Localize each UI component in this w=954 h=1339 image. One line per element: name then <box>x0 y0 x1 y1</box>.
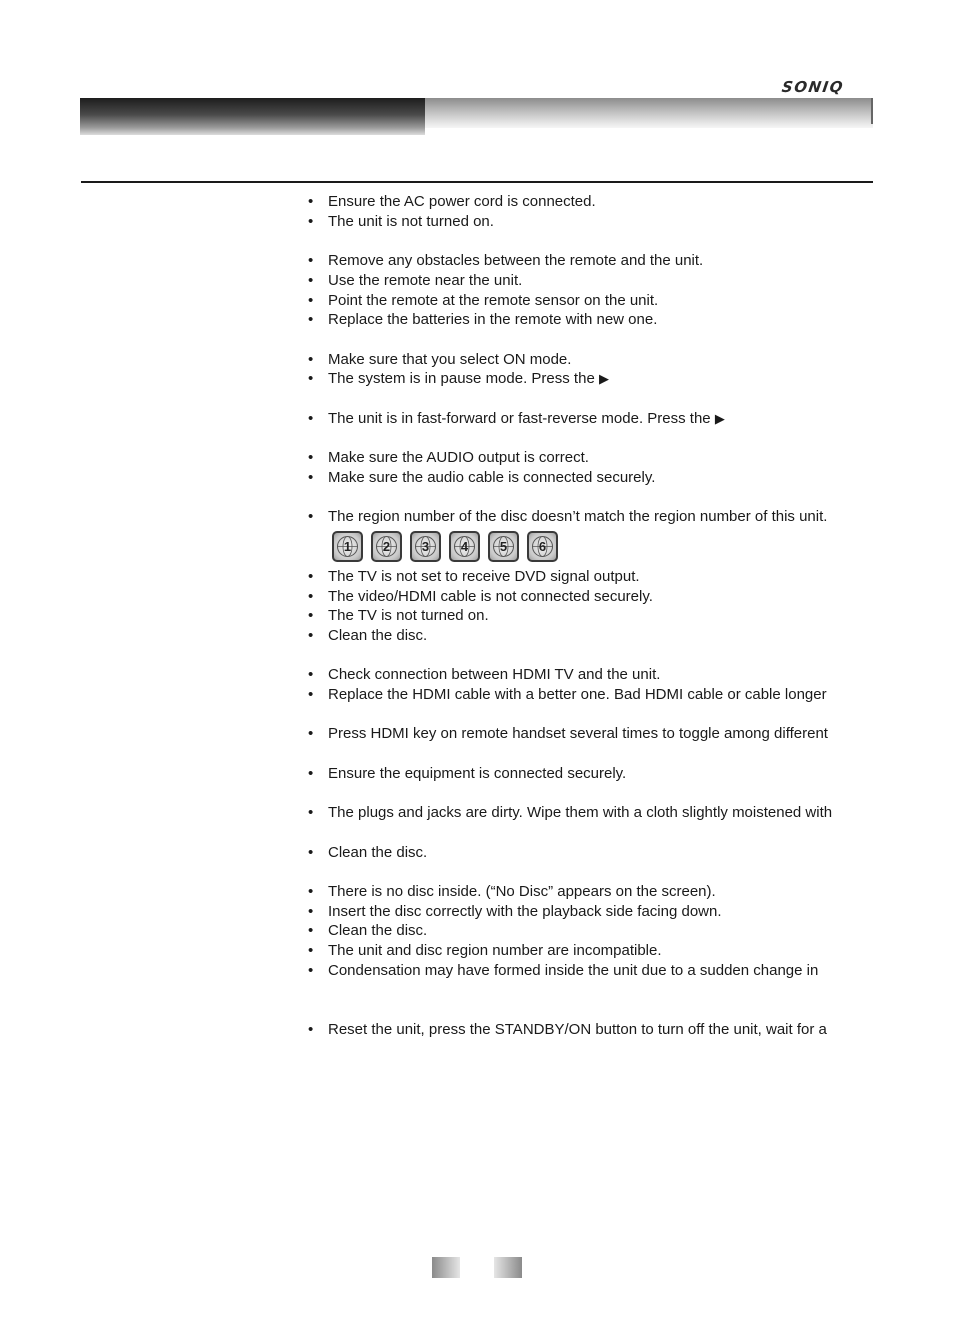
header-bar-edge <box>871 98 873 124</box>
list-item: • Condensation may have formed inside the unit due to a sudden change in <box>308 961 874 981</box>
region-number: 3 <box>421 539 430 555</box>
list-item: • Replace the batteries in the remote with new one. <box>308 310 874 330</box>
list-item: • Make sure the AUDIO output is correct. <box>308 448 874 468</box>
list-item: • Clean the disc. <box>308 921 874 941</box>
region-globe-icon <box>332 531 363 562</box>
region-globe-icon <box>410 531 441 562</box>
play-icon: ▶ <box>598 371 609 387</box>
list-item <box>308 409 874 429</box>
list-item: • Use the remote near the unit. <box>308 271 874 291</box>
region-globe-icon <box>449 531 480 562</box>
header-bar <box>80 98 873 135</box>
list-item <box>308 369 874 389</box>
region-number: 4 <box>460 539 469 555</box>
list-item: • The video/HDMI cable is not connected securely. <box>308 587 874 607</box>
list-item: • The unit is not turned on. <box>308 212 874 232</box>
list-item: • Ensure the AC power cord is connected. <box>308 192 874 212</box>
list-item: • The unit and disc region number are incompatible. <box>308 941 874 961</box>
region-number: 5 <box>499 539 508 555</box>
list-item: • Clean the disc. <box>308 843 874 863</box>
region-globe-icon <box>371 531 402 562</box>
region-codes <box>308 527 874 567</box>
list-item: • Point the remote at the remote sensor on the unit. <box>308 291 874 311</box>
list-item: • The TV is not turned on. <box>308 606 874 626</box>
footer-tab-left <box>432 1257 460 1278</box>
header-bar-light <box>425 98 873 128</box>
list-item: • Ensure the equipment is connected securely. <box>308 764 874 784</box>
list-item: • Insert the disc correctly with the playback side facing down. <box>308 902 874 922</box>
brand-logo: SONIQ <box>780 78 846 96</box>
list-item: • The TV is not set to receive DVD signal output. <box>308 567 874 587</box>
list-item: • There is no disc inside. (“No Disc” appears on the screen). <box>308 882 874 902</box>
list-item: • Replace the HDMI cable with a better one. Bad HDMI cable or cable longer <box>308 685 874 705</box>
region-number: 1 <box>343 539 352 555</box>
list-item: • Make sure the audio cable is connected securely. <box>308 468 874 488</box>
list-item: • Reset the unit, press the STANDBY/ON button to turn off the unit, wait for a <box>308 1020 874 1040</box>
region-number: 2 <box>382 539 391 555</box>
play-icon: ▶ <box>714 410 725 426</box>
list-item: • Remove any obstacles between the remote and the unit. <box>308 251 874 271</box>
list-item: • Make sure that you select ON mode. <box>308 350 874 370</box>
list-item: • Clean the disc. <box>308 626 874 646</box>
header-bar-dark <box>80 98 425 135</box>
list-item-text: The unit is in fast-forward or fast-reverse mode. Press the <box>328 409 711 427</box>
section-divider <box>81 181 873 183</box>
region-globe-icon <box>527 531 558 562</box>
list-item: • Check connection between HDMI TV and the unit. <box>308 665 874 685</box>
list-item-text: The system is in pause mode. Press the <box>328 370 595 388</box>
footer-tab-right <box>494 1257 522 1278</box>
region-number: 6 <box>538 539 547 555</box>
region-globe-icon <box>488 531 519 562</box>
list-item: • The plugs and jacks are dirty. Wipe them with a cloth slightly moistened with <box>308 803 874 823</box>
list-item: • Press HDMI key on remote handset several times to toggle among different <box>308 724 874 744</box>
troubleshooting-list <box>308 192 874 1040</box>
list-item: • The region number of the disc doesn’t match the region number of this unit. <box>308 507 874 527</box>
